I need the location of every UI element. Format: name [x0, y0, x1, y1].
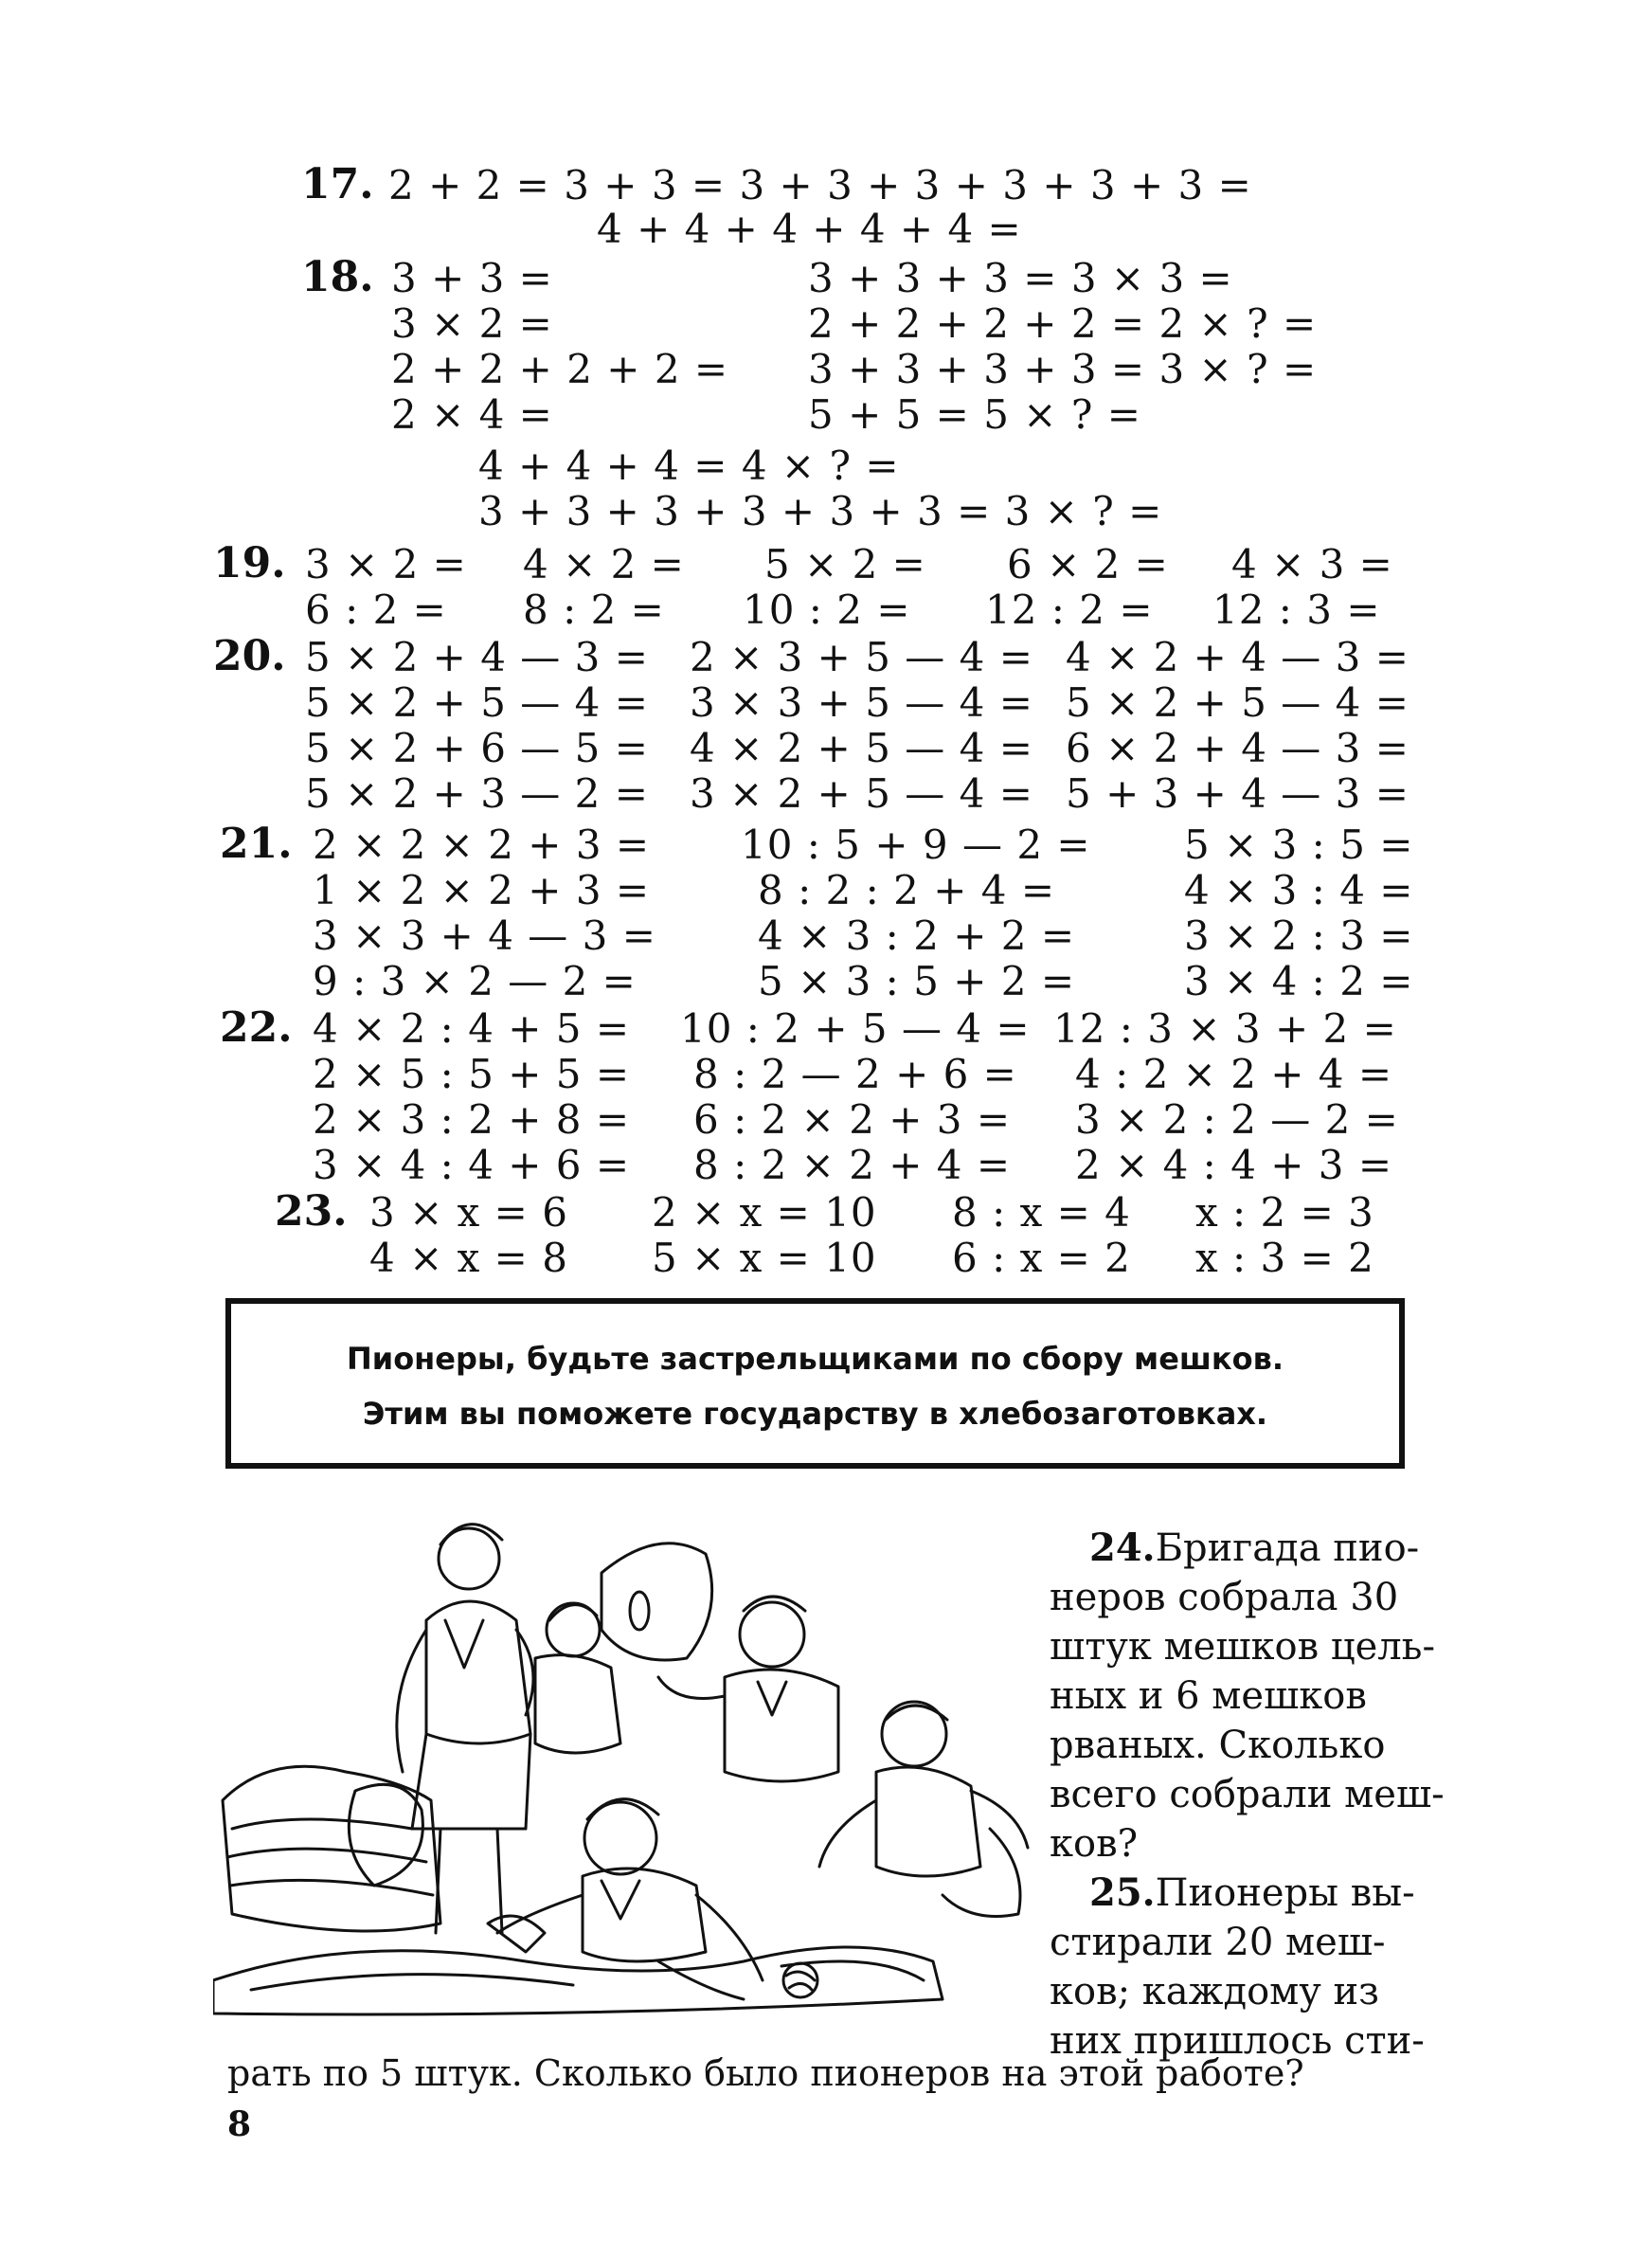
equation: 10 : 2 = — [743, 587, 911, 633]
equation: 5 × 3 : 5 = — [1184, 822, 1414, 868]
problem-text: стирали 20 меш- — [1050, 1921, 1386, 1964]
equation: 5 × 2 + 4 — 3 = — [305, 634, 649, 680]
equation: 1 × 2 × 2 + 3 = — [313, 867, 651, 913]
equation: 5 + 3 + 4 — 3 = — [1066, 770, 1410, 817]
equation: 12 : 3 = — [1212, 587, 1381, 633]
equation: 2 × 3 : 2 + 8 = — [313, 1096, 631, 1143]
equation: x : 3 = 2 — [1195, 1235, 1374, 1281]
pioneers-illustration — [213, 1488, 1037, 2018]
equation: 8 : x = 4 — [952, 1189, 1131, 1236]
equation: 4 : 2 × 2 + 4 = — [1075, 1051, 1393, 1097]
equation: 3 × 2 : 3 = — [1184, 912, 1414, 959]
equation: 8 : 2 — 2 + 6 = — [693, 1051, 1017, 1097]
equation: 3 × 4 : 2 = — [1184, 958, 1414, 1004]
equation: 10 : 2 + 5 — 4 = — [680, 1005, 1031, 1052]
equation: 3 × 2 = — [391, 300, 553, 347]
equation: 2 × 4 = — [391, 391, 553, 438]
equation: 3 × 3 + 5 — 4 = — [690, 679, 1033, 726]
problem-text: рваных. Сколько — [1050, 1724, 1386, 1767]
equation: 8 : 2 × 2 + 4 = — [693, 1142, 1012, 1188]
equation: 6 : 2 = — [305, 587, 447, 633]
equation: 5 × 2 + 6 — 5 = — [305, 725, 649, 771]
problem-text: штук мешков цель- — [1050, 1625, 1435, 1669]
problem-text: 25.Пионеры вы- — [1089, 1870, 1415, 1915]
equation: 4 × 2 + 5 — 4 = — [690, 725, 1033, 771]
equation: 5 + 5 = 5 × ? = — [808, 391, 1141, 438]
exercise-number: 19. — [213, 539, 286, 587]
equation: 3 + 3 + 3 = 3 × 3 = — [808, 255, 1233, 301]
equation: 4 × 2 + 4 — 3 = — [1066, 634, 1410, 680]
problem-number: 25. — [1089, 1870, 1156, 1915]
equation: 4 × 3 = — [1231, 541, 1393, 587]
equation: 2 × 4 : 4 + 3 = — [1075, 1142, 1393, 1188]
equation: 5 × 2 + 3 — 2 = — [305, 770, 649, 817]
equation: 2 × x = 10 — [652, 1189, 877, 1236]
problem-text: 24.Бригада пио- — [1089, 1526, 1420, 1570]
equation: 5 × 2 + 5 — 4 = — [305, 679, 649, 726]
problem-text: ков? — [1050, 1822, 1139, 1866]
equation: 3 × 2 : 2 — 2 = — [1075, 1096, 1399, 1143]
equation: 2 + 2 + 2 + 2 = — [391, 346, 729, 392]
equation: 5 × 2 + 5 — 4 = — [1066, 679, 1410, 726]
equation: 3 × 2 + 5 — 4 = — [690, 770, 1033, 817]
exercise-number: 18. — [301, 253, 374, 301]
exercise-number: 22. — [220, 1003, 293, 1052]
equation: 3 + 3 + 3 + 3 = 3 × ? = — [808, 346, 1318, 392]
equation: 2 × 3 + 5 — 4 = — [690, 634, 1033, 680]
equation: 4 + 4 + 4 + 4 + 4 = — [597, 206, 1022, 252]
problem-text: неров собрала 30 — [1050, 1576, 1399, 1619]
page-number: 8 — [227, 2104, 252, 2144]
equation: 9 : 3 × 2 — 2 = — [313, 958, 637, 1004]
problem-text: всего собрали меш- — [1050, 1773, 1445, 1816]
equation: 12 : 2 = — [985, 587, 1154, 633]
exercise-number: 23. — [275, 1187, 348, 1236]
equation: 3 × 4 : 4 + 6 = — [313, 1142, 631, 1188]
problem-text: них пришлось сти- — [1050, 2019, 1425, 2063]
equation: 6 × 2 = — [1007, 541, 1169, 587]
problem-text: ных и 6 мешков — [1050, 1674, 1367, 1718]
exercise-number: 20. — [213, 632, 286, 680]
equation: x : 2 = 3 — [1195, 1189, 1374, 1236]
equation: 3 + 3 + 3 + 3 + 3 + 3 = 3 × ? = — [478, 488, 1163, 534]
equation: 5 × 2 = — [764, 541, 926, 587]
equation: 4 × 3 : 4 = — [1184, 867, 1414, 913]
exercise-number: 17. — [301, 160, 374, 208]
equation: 3 × x = 6 — [369, 1189, 568, 1236]
equation: 2 × 2 × 2 + 3 = — [313, 822, 651, 868]
notice-box — [225, 1298, 1405, 1469]
equation: 6 × 2 + 4 — 3 = — [1066, 725, 1410, 771]
equation: 3 × 3 + 4 — 3 = — [313, 912, 656, 959]
equation: 4 × 2 : 4 + 5 = — [313, 1005, 631, 1052]
equation: 5 × 3 : 5 + 2 = — [758, 958, 1076, 1004]
equation: 8 : 2 = — [523, 587, 665, 633]
equation: 8 : 2 : 2 + 4 = — [758, 867, 1056, 913]
equation: 2 × 5 : 5 + 5 = — [313, 1051, 631, 1097]
equation: 4 + 4 + 4 = 4 × ? = — [478, 442, 900, 489]
equation: 2 + 2 = 3 + 3 = 3 + 3 + 3 + 3 + 3 + 3 = — [388, 162, 1252, 208]
problem-text: рать по 5 штук. Сколько было пионеров на этой работе? — [227, 2052, 1304, 2094]
exercise-number: 21. — [220, 820, 293, 868]
problem-text: ков; каждому из — [1050, 1970, 1379, 2013]
equation: 4 × x = 8 — [369, 1235, 568, 1281]
equation: 4 × 3 : 2 + 2 = — [758, 912, 1076, 959]
notice-line: Этим вы поможете государству в хлебозаготовках. — [362, 1396, 1268, 1432]
equation: 10 : 5 + 9 — 2 = — [741, 822, 1091, 868]
equation: 3 × 2 = — [305, 541, 467, 587]
equation: 6 : x = 2 — [952, 1235, 1131, 1281]
equation: 4 × 2 = — [523, 541, 685, 587]
equation: 3 + 3 = — [391, 255, 553, 301]
notice-line: Пионеры, будьте застрельщиками по сбору мешков. — [346, 1341, 1284, 1377]
problem-number: 24. — [1089, 1526, 1156, 1570]
equation: 2 + 2 + 2 + 2 = 2 × ? = — [808, 300, 1318, 347]
equation: 12 : 3 × 3 + 2 = — [1053, 1005, 1397, 1052]
equation: 5 × x = 10 — [652, 1235, 877, 1281]
equation: 6 : 2 × 2 + 3 = — [693, 1096, 1012, 1143]
